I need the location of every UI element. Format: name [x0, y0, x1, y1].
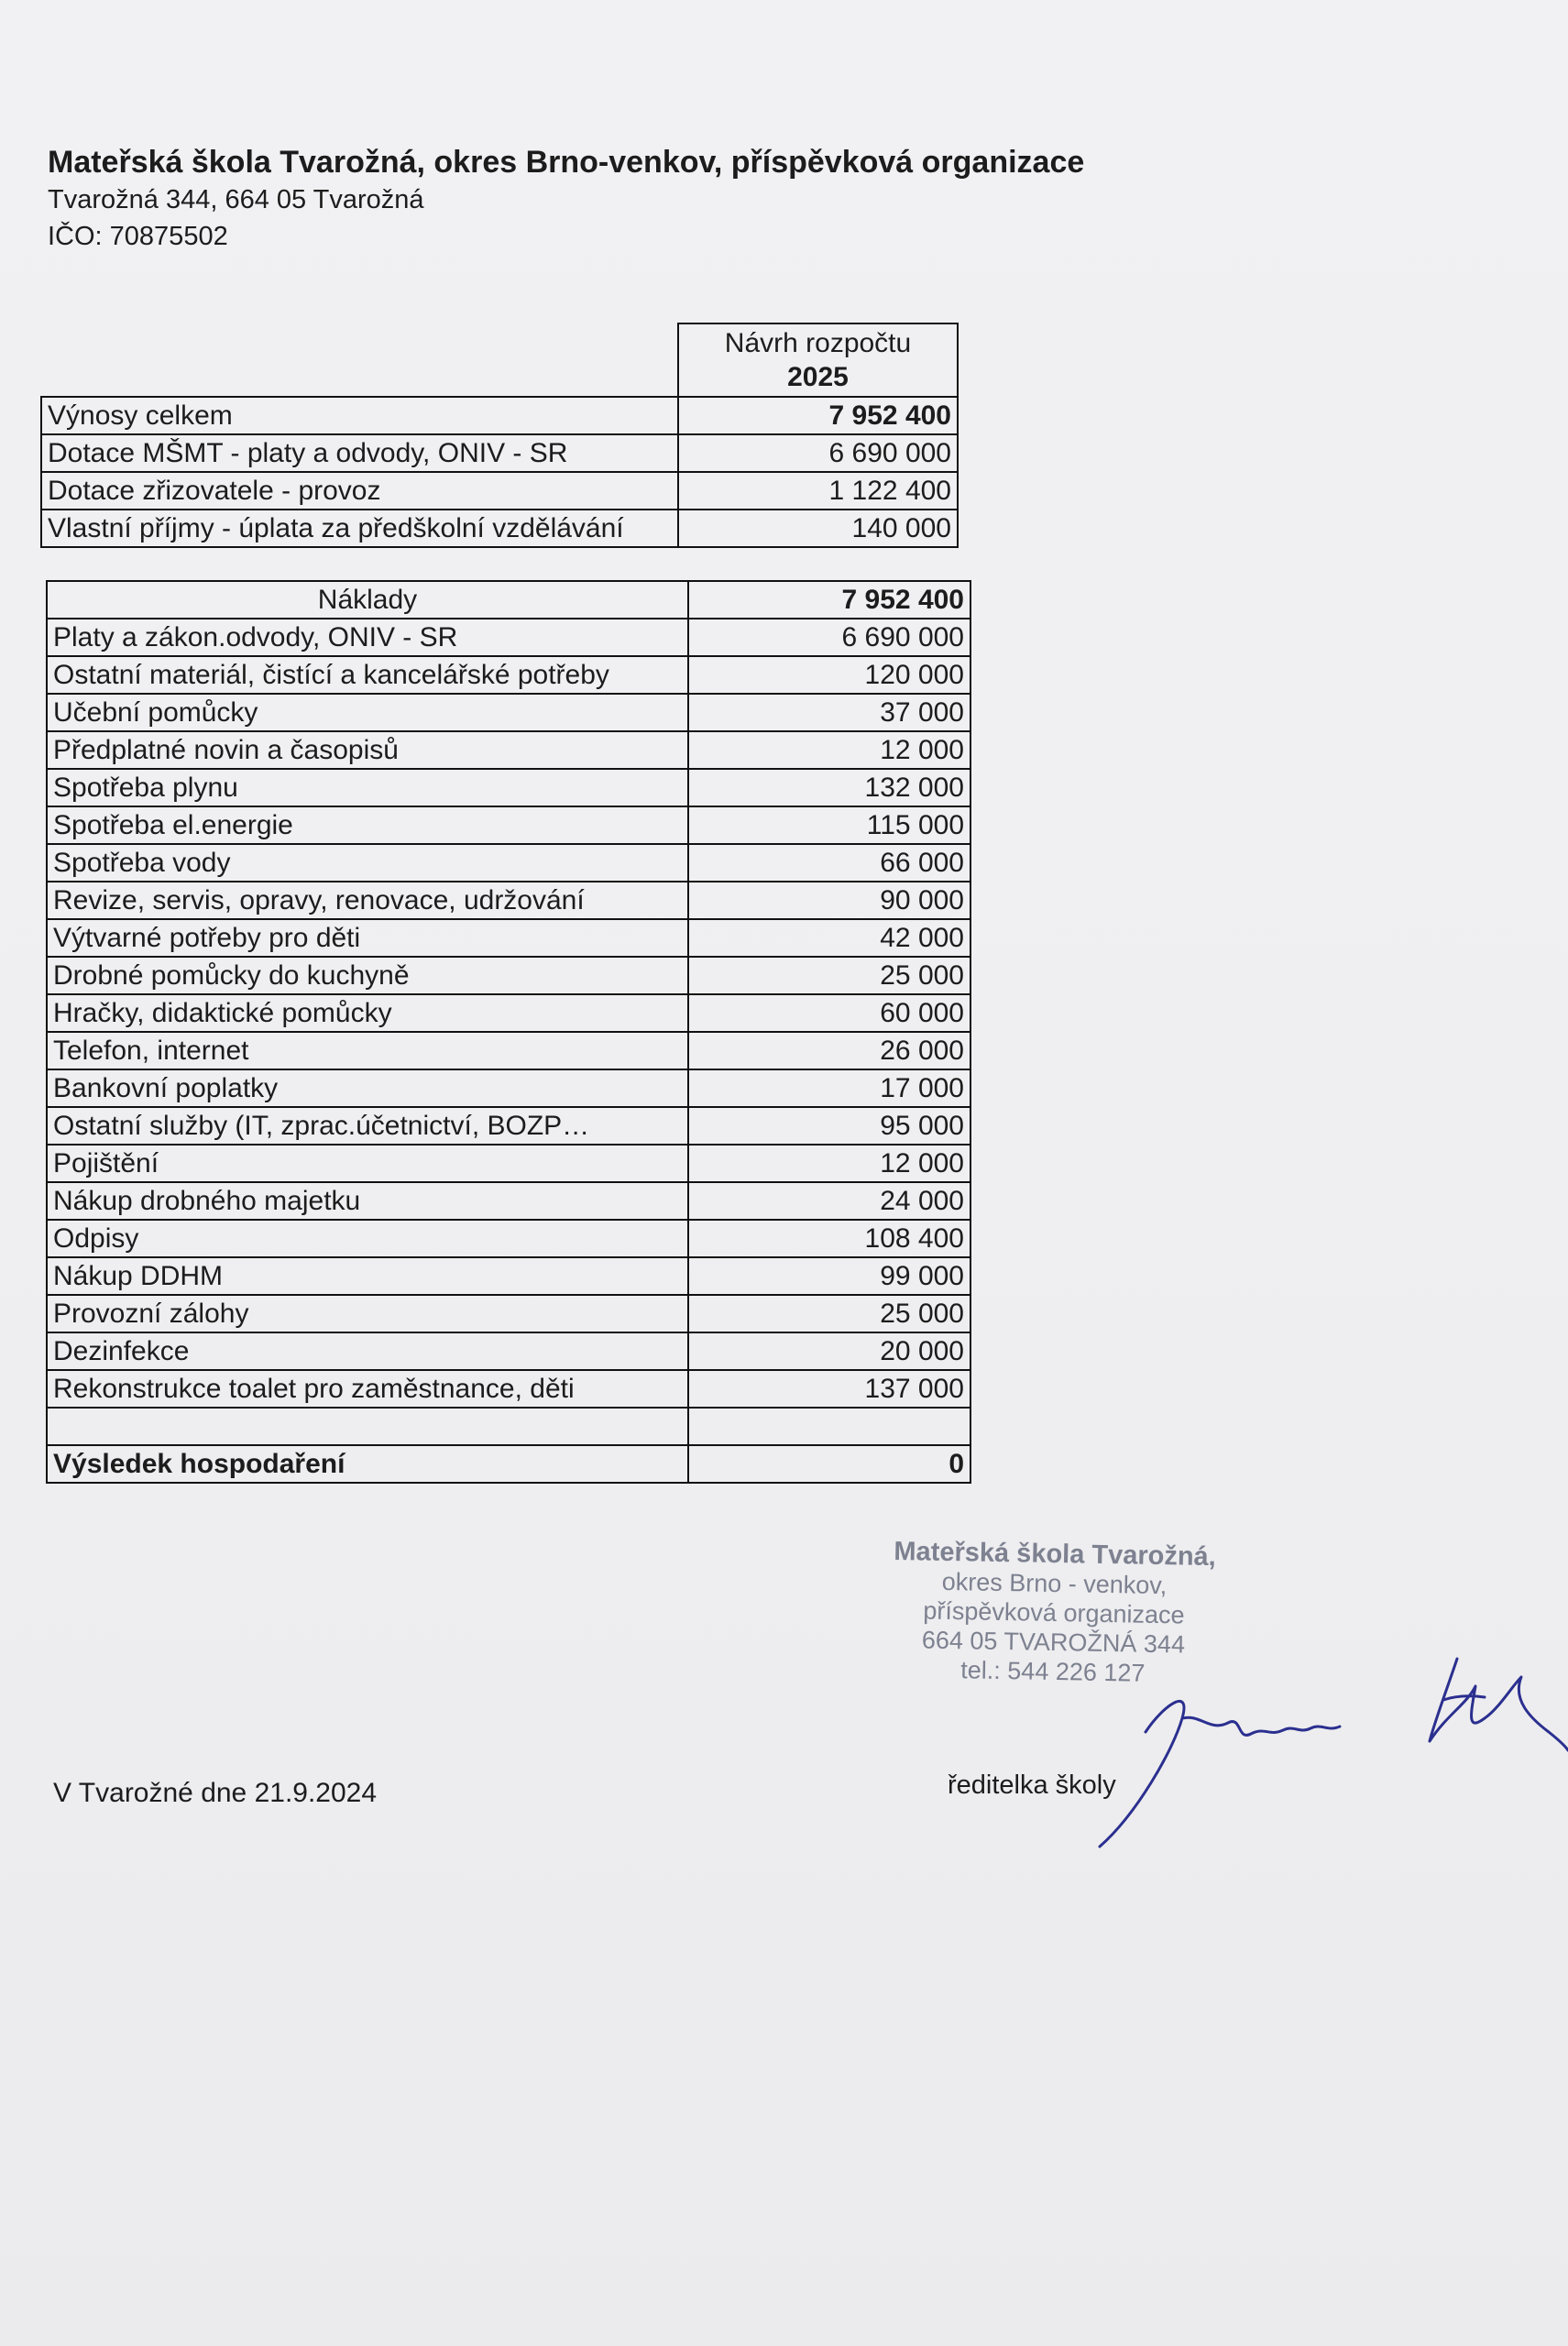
revenue-row-value: 140 000: [678, 510, 958, 547]
revenue-table: [40, 323, 959, 548]
cost-header-row: [47, 581, 970, 619]
cost-header-value: 7 952 400: [688, 581, 970, 619]
cost-row-value: 17 000: [688, 1069, 970, 1107]
budget-column-header: [678, 323, 958, 397]
cost-row: [47, 731, 970, 769]
revenue-row-value: 6 690 000: [678, 434, 958, 472]
cost-row: [47, 1295, 970, 1332]
cost-row: [47, 1220, 970, 1257]
cost-row: [47, 1145, 970, 1182]
org-ico: IČO: 70875502: [48, 222, 228, 251]
cost-row-value: 20 000: [688, 1332, 970, 1370]
cost-row-value: 25 000: [688, 957, 970, 994]
cost-row-label: Hračky, didaktické pomůcky: [47, 994, 688, 1032]
cost-row-label: Nákup drobného majetku: [47, 1182, 688, 1220]
revenue-row: [41, 472, 958, 510]
revenue-total-row: [41, 397, 958, 434]
cost-row: [47, 1257, 970, 1295]
revenue-total-value: 7 952 400: [678, 397, 958, 434]
cost-row-value: 12 000: [688, 1145, 970, 1182]
cost-row: [47, 806, 970, 844]
cost-row-label: Ostatní služby (IT, zprac.účetnictví, BOZP…: [47, 1107, 688, 1145]
cost-row-value: 95 000: [688, 1107, 970, 1145]
cost-row: [47, 1370, 970, 1408]
revenue-row: [41, 510, 958, 547]
cost-row-value: 99 000: [688, 1257, 970, 1295]
revenue-row: [41, 434, 958, 472]
cost-row: [47, 1182, 970, 1220]
cost-row-label: Učební pomůcky: [47, 694, 688, 731]
org-address: Tvarožná 344, 664 05 Tvarožná: [48, 185, 424, 214]
cost-row-label: Předplatné novin a časopisů: [47, 731, 688, 769]
cost-row: [47, 1107, 970, 1145]
cost-row-value: 6 690 000: [688, 619, 970, 656]
cost-row-value: 90 000: [688, 882, 970, 919]
signatory-title: ředitelka školy: [948, 1770, 1116, 1800]
cost-row-label: Dezinfekce: [47, 1332, 688, 1370]
cost-row-label: Pojištění: [47, 1145, 688, 1182]
cost-row-value: 12 000: [688, 731, 970, 769]
cost-row: [47, 619, 970, 656]
cost-row-label: Telefon, internet: [47, 1032, 688, 1069]
cost-row-label: Spotřeba vody: [47, 844, 688, 882]
result-value: 0: [688, 1445, 970, 1483]
cost-row-label: Revize, servis, opravy, renovace, udržování: [47, 882, 688, 919]
cost-row-label: Výtvarné potřeby pro děti: [47, 919, 688, 957]
revenue-row-value: 1 122 400: [678, 472, 958, 510]
revenue-header-row: [41, 323, 958, 397]
revenue-total-label: Výnosy celkem: [41, 397, 678, 434]
cost-row-value: 25 000: [688, 1295, 970, 1332]
cost-row-label: Ostatní materiál, čistící a kancelářské potřeby: [47, 656, 688, 694]
cost-row-label: Nákup DDHM: [47, 1257, 688, 1295]
cost-header-label: Náklady: [47, 581, 688, 619]
revenue-row-label: Dotace zřizovatele - provoz: [41, 472, 678, 510]
document-header: [48, 143, 1084, 255]
revenue-row-label: Dotace MŠMT - platy a odvody, ONIV - SR: [41, 434, 678, 472]
cost-row-value: 120 000: [688, 656, 970, 694]
cost-row: [47, 694, 970, 731]
result-label: Výsledek hospodaření: [47, 1445, 688, 1483]
handwritten-signature: [1081, 1631, 1568, 1869]
cost-row: [47, 919, 970, 957]
cost-row-label: Spotřeba el.energie: [47, 806, 688, 844]
cost-row: [47, 1332, 970, 1370]
cost-row-value: 37 000: [688, 694, 970, 731]
cost-row: [47, 1032, 970, 1069]
cost-row-value: 115 000: [688, 806, 970, 844]
cost-row-label: Spotřeba plynu: [47, 769, 688, 806]
result-row: [47, 1445, 970, 1483]
cost-row: [47, 882, 970, 919]
cost-row-value: 66 000: [688, 844, 970, 882]
column-header-title: Návrh rozpočtu: [724, 328, 912, 358]
cost-row-label: Rekonstrukce toalet pro zaměstnance, děti: [47, 1370, 688, 1408]
cost-row-value: 137 000: [688, 1370, 970, 1408]
org-name: Mateřská škola Tvarožná, okres Brno-venkov, příspěvková organizace: [48, 145, 1085, 180]
cost-row: [47, 769, 970, 806]
cost-row-value: 24 000: [688, 1182, 970, 1220]
cost-row-value: 60 000: [688, 994, 970, 1032]
cost-row-value: 108 400: [688, 1220, 970, 1257]
cost-row: [47, 994, 970, 1032]
column-header-year: 2025: [787, 362, 849, 392]
cost-row-label: Bankovní poplatky: [47, 1069, 688, 1107]
organization-stamp: Mateřská škola Tvarožná, okres Brno - venkov, příspěvková organizace 664 05 TVAROŽNÁ 344 tel.: 544 226 127: [894, 1536, 1217, 1687]
cost-row-label: Provozní zálohy: [47, 1295, 688, 1332]
cost-row-label: Platy a zákon.odvody, ONIV - SR: [47, 619, 688, 656]
cost-row-value: 132 000: [688, 769, 970, 806]
empty-row: [47, 1408, 970, 1445]
cost-table: [46, 580, 971, 1484]
cost-row-value: 26 000: [688, 1032, 970, 1069]
cost-row: [47, 844, 970, 882]
cost-row-value: 42 000: [688, 919, 970, 957]
revenue-row-label: Vlastní příjmy - úplata za předškolní vzdělávání: [41, 510, 678, 547]
place-and-date: V Tvarožné dne 21.9.2024: [53, 1778, 378, 1808]
cost-row: [47, 1069, 970, 1107]
cost-row-label: Drobné pomůcky do kuchyně: [47, 957, 688, 994]
cost-row: [47, 957, 970, 994]
cost-row: [47, 656, 970, 694]
cost-row-label: Odpisy: [47, 1220, 688, 1257]
